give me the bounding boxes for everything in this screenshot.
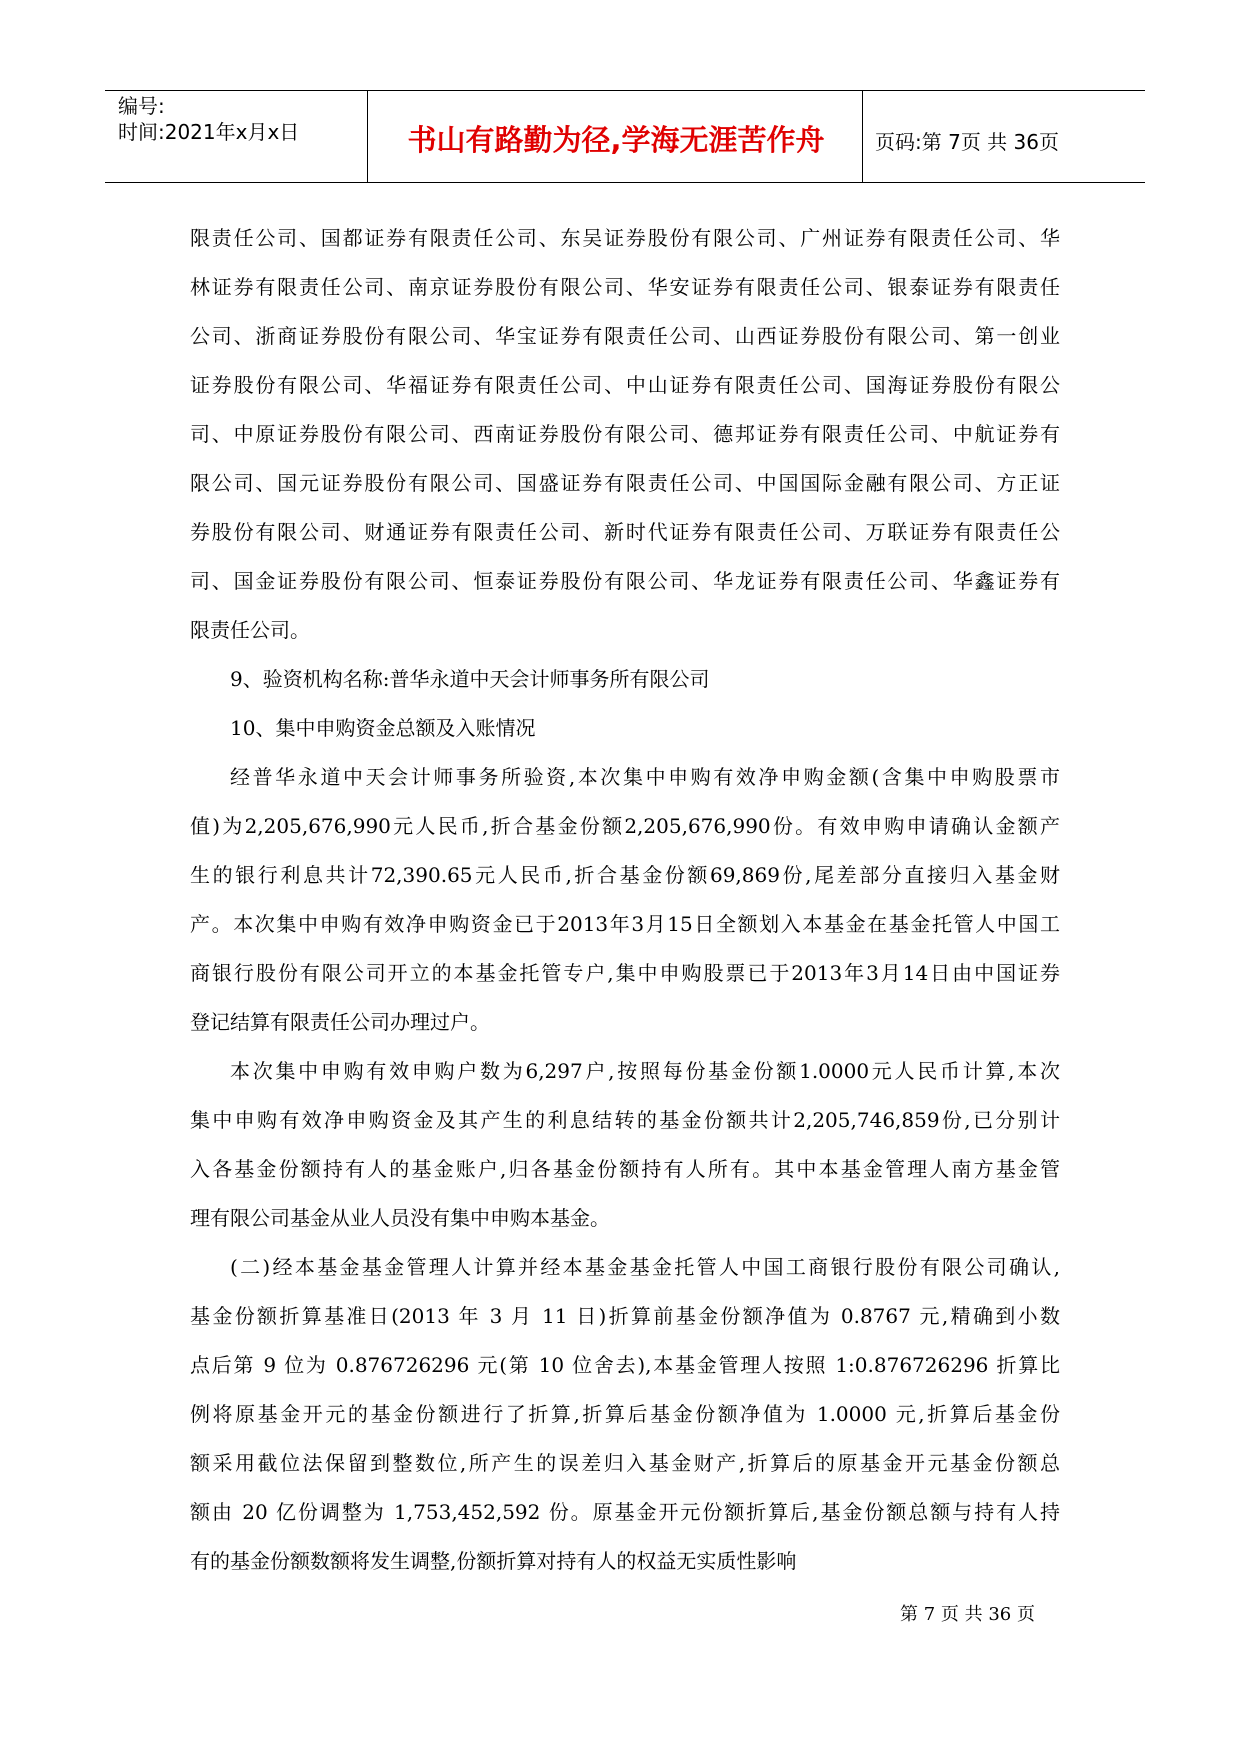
section-heading: 9、验资机构名称:普华永道中天会计师事务所有限公司	[230, 667, 710, 691]
body-line: 经普华永道中天会计师事务所验资,本次集中申购有效净申购金额(含集中申购股票市	[230, 765, 1060, 789]
body-line: 产。本次集中申购有效净申购资金已于2013年3月15日全额划入本基金在基金托管人中国工	[190, 912, 1060, 936]
header-page-info: 页码:第 7页 共 36页	[875, 130, 1059, 154]
header-motto: 书山有路勤为径,学海无涯苦作舟	[407, 123, 825, 157]
header-bottom-rule	[105, 182, 1145, 183]
section-heading: 10、集中申购资金总额及入账情况	[230, 716, 536, 740]
header-top-rule	[105, 90, 1145, 91]
body-line: 限公司、国元证券股份有限公司、国盛证券有限责任公司、中国国际金融有限公司、方正证	[190, 471, 1060, 495]
body-line: 证券股份有限公司、华福证券有限责任公司、中山证券有限责任公司、国海证券股份有限公	[190, 373, 1060, 397]
body-line: 例将原基金开元的基金份额进行了折算,折算后基金份额净值为 1.0000 元,折算后基金份	[190, 1402, 1060, 1426]
body-line: 司、国金证券股份有限公司、恒泰证券股份有限公司、华龙证券有限责任公司、华鑫证券有	[190, 569, 1060, 593]
body-line: 入各基金份额持有人的基金账户,归各基金份额持有人所有。其中本基金管理人南方基金管	[190, 1157, 1060, 1181]
document-body	[190, 218, 1060, 1590]
body-line: 商银行股份有限公司开立的本基金托管专户,集中申购股票已于2013年3月14日由中国证券	[190, 961, 1060, 985]
body-line: 有的基金份额数额将发生调整,份额折算对持有人的权益无实质性影响	[190, 1549, 797, 1573]
body-line: 基金份额折算基准日(2013 年 3 月 11 日)折算前基金份额净值为 0.8767 元,精确到小数	[190, 1304, 1060, 1328]
body-line: 点后第 9 位为 0.876726296 元(第 10 位舍去),本基金管理人按照 1:0.876726296 折算比	[190, 1353, 1060, 1377]
body-line: 公司、浙商证券股份有限公司、华宝证券有限责任公司、山西证券股份有限公司、第一创业	[190, 324, 1060, 348]
header-meta	[118, 93, 299, 145]
body-line: 登记结算有限责任公司办理过户。	[190, 1010, 490, 1034]
body-line: 限责任公司、国都证券有限责任公司、东吴证券股份有限公司、广州证券有限责任公司、华	[190, 226, 1060, 250]
body-line: 券股份有限公司、财通证券有限责任公司、新时代证券有限责任公司、万联证券有限责任公	[190, 520, 1060, 544]
body-line: 额由 20 亿份调整为 1,753,452,592 份。原基金开元份额折算后,基金份额总额与持有人持	[190, 1500, 1060, 1524]
body-line: 理有限公司基金从业人员没有集中申购本基金。	[190, 1206, 610, 1230]
document-time-label: 时间:2021年x月x日	[118, 120, 300, 144]
document-number-label: 编号:	[118, 94, 165, 118]
body-line: 林证券有限责任公司、南京证券股份有限公司、华安证券有限责任公司、银泰证券有限责任	[190, 275, 1060, 299]
page-footer: 第 7 页 共 36 页	[900, 1604, 1035, 1625]
body-line: 本次集中申购有效申购户数为6,297户,按照每份基金份额1.0000元人民币计算,本次	[230, 1059, 1060, 1083]
body-line: 生的银行利息共计72,390.65元人民币,折合基金份额69,869份,尾差部分直接归入基金财	[190, 863, 1060, 887]
body-line: 额采用截位法保留到整数位,所产生的误差归入基金财产,折算后的原基金开元基金份额总	[190, 1451, 1060, 1475]
body-line: 集中申购有效净申购资金及其产生的利息结转的基金份额共计2,205,746,859份,已分别计	[190, 1108, 1060, 1132]
header-divider-left	[367, 90, 368, 182]
header-divider-right	[862, 90, 863, 182]
body-line: 限责任公司。	[190, 618, 310, 642]
body-line: 值)为2,205,676,990元人民币,折合基金份额2,205,676,990份。有效申购申请确认金额产	[190, 814, 1060, 838]
body-line: 司、中原证券股份有限公司、西南证券股份有限公司、德邦证券有限责任公司、中航证券有	[190, 422, 1060, 446]
body-line: (二)经本基金基金管理人计算并经本基金基金托管人中国工商银行股份有限公司确认,	[230, 1255, 1060, 1279]
